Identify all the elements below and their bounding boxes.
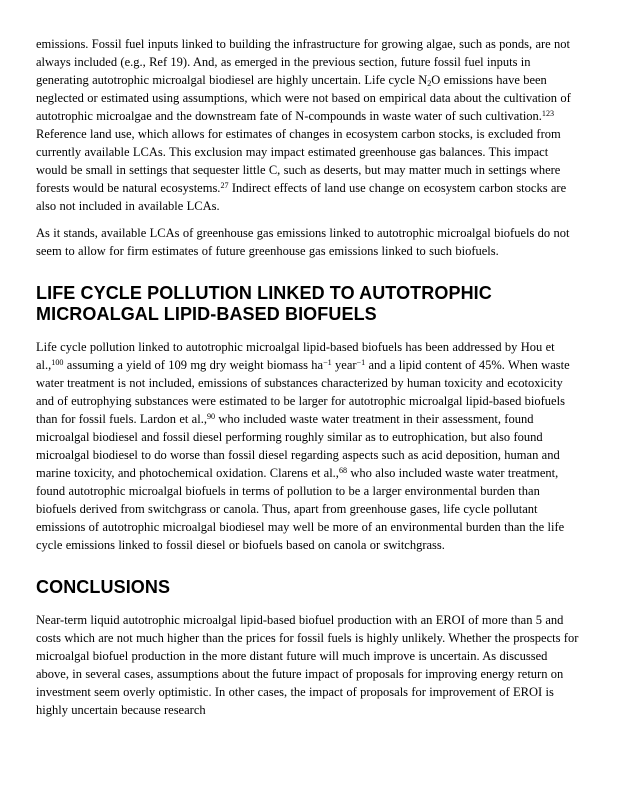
superscript-text: −1 — [356, 358, 366, 368]
section-heading-life-cycle-pollution: LIFE CYCLE POLLUTION LINKED TO AUTOTROPHIC MICROALGAL LIPID-BASED BIOFUELS — [36, 283, 492, 324]
paragraph-conclusions: Near-term liquid autotrophic microalgal lipid-based biofuel production with an EROI of more than 5 and costs which are not much higher than the prices for fossil fuels is highly unlikely. Whether the prospects for microalgal biofuel production in the more distant future will much improve is uncertain. As discussed above, in several cases, assumptions about the future impact of proposals for improving energy return on investment seem overly optimistic. In other cases, the impact of proposals for improvement of EROI is highly uncertain because research — [36, 613, 579, 717]
paragraph-lca-limitations: emissions. Fossil fuel inputs linked to building the infrastructure for growing algae, such as ponds, are not always included (e.g., Ref 19). And, as emerged in the previous section, future fossil fuel inputs in generating autotrophic microalgal biodiesel are highly uncertain. Life cycle $N_2O$ emissions have been neglected or estimated using assumptions, which were not based on empirical data about the cultivation of autotrophic microalgae and the downstream fate of N-compounds in waste water of such cultivation.$^{123}$ Reference land use, which allows for estimates of changes in ecosystem carbon stocks, is excluded from currently available LCAs. This exclusion may impact estimated greenhouse gas balances. This impact would be small in settings that sequester little C, such as deserts, but may matter much in settings where forests would be natural ecosystems.$^{27}$ Indirect effects of land use change on ecosystem carbon stocks are also not included in available LCAs. — [36, 37, 571, 213]
superscript-text: 27 — [220, 181, 229, 191]
section-heading-conclusions: CONCLUSIONS — [36, 577, 171, 597]
subscript-text: 2 — [427, 79, 432, 89]
superscript-text: 68 — [338, 466, 348, 476]
superscript-text: 90 — [206, 412, 216, 422]
paragraph-pollution-assessment: Life cycle pollution linked to autotrophic microalgal lipid-based biofuels has been addressed by Hou et al.,$^{100}$ assuming a yield of 109 mg dry weight biomass $ha^{-1}$ year$^{-1}$ and a lipid content of 45%. When waste water treatment is not included, emissions of substances characterized by human toxicity and ecotoxicity and of eutrophying substances were estimated to be larger for autotrophic microalgal lipid-based biofuels than for fossil fuels. Lardon et al.,$^{90}$ who included waste water treatment in their assessment, found microalgal biodiesel and fossil diesel performing roughly similar as to eutrophication, but also found microalgal biodiesel to do worse than fossil diesel regarding aspects such as acid deposition, human and marine toxicity, and photochemical oxidation. Clarens et al.,$^{68}$ who also included waste water treatment, found autotrophic microalgal biofuels in terms of pollution to be a larger environmental burden than biofuels derived from switchgrass or canola. Thus, apart from greenhouse gases, life cycle pollutant emissions of autotrophic microalgal biodiesel may well be more of an environmental burden than the life cycle emissions linked to fossil diesel or biofuels based on canola or switchgrass. — [36, 340, 570, 552]
superscript-text: 100 — [51, 358, 64, 368]
superscript-text: −1 — [323, 358, 332, 368]
superscript-text: 123 — [541, 109, 555, 119]
paragraph-lca-summary: As it stands, available LCAs of greenhouse gas emissions linked to autotrophic microalgal biofuels do not seem to allow for firm estimates of future greenhouse gas emissions linked to such biofuels. — [36, 226, 570, 258]
